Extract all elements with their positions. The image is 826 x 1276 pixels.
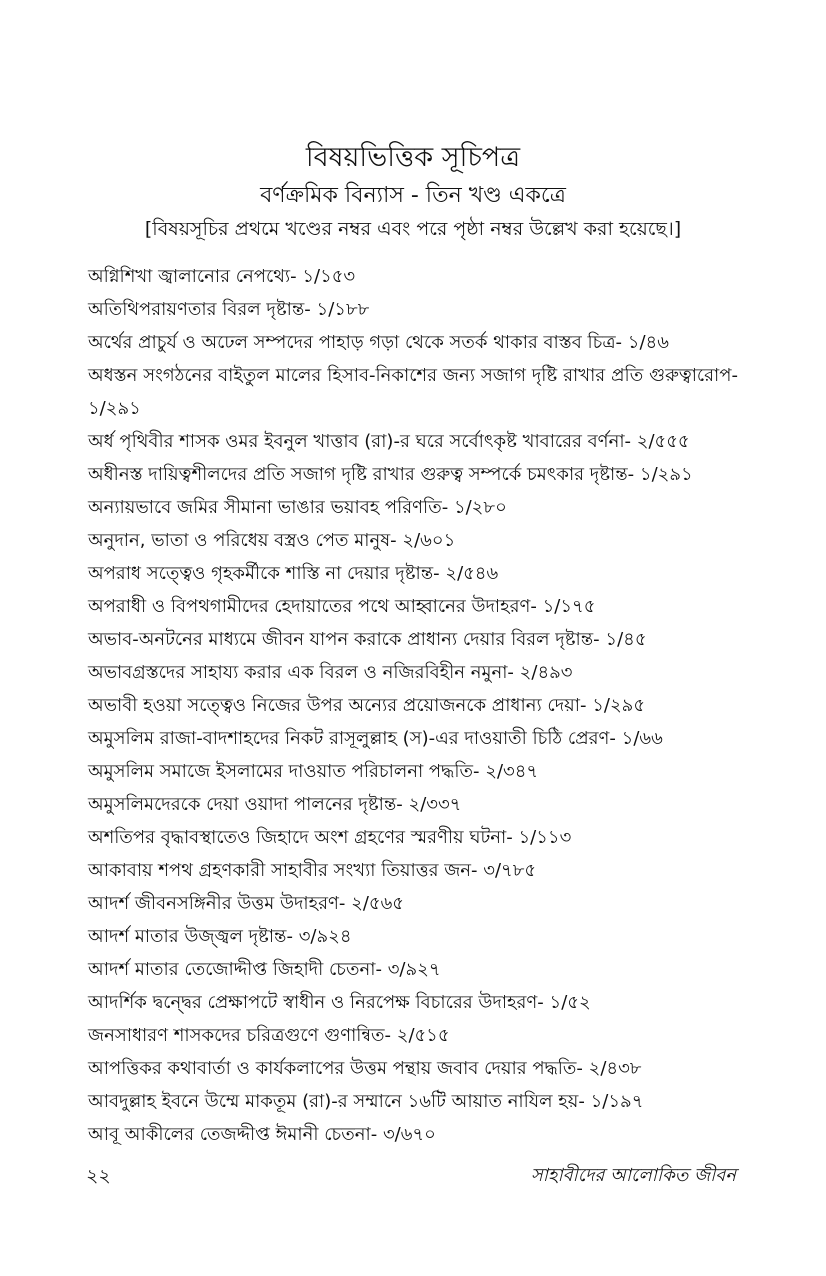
entry-reference: ১/১৯৭ [590, 1091, 644, 1112]
entry-reference: ২/৫৪৬ [445, 563, 499, 584]
entry-topic: আদর্শ মাতার উজ্জ্বল দৃষ্টান্ত- [88, 926, 293, 947]
index-entry [88, 788, 738, 821]
entry-topic: অভাবী হওয়া সত্ত্বেও নিজের উপর অন্যের প্রয়োজনকে প্রাধান্য দেয়া- [88, 695, 587, 716]
entry-reference: ১/১৮৮ [316, 299, 370, 320]
index-entry [88, 920, 738, 953]
entry-topic: আদর্শ জীবনসঙ্গিনীর উত্তম উদাহরণ- [88, 893, 346, 914]
entry-reference: ৩/৬৭০ [382, 1124, 436, 1145]
entry-topic: অন্যায়ভাবে জমির সীমানা ভাঙার ভয়াবহ পরিণতি- [88, 497, 449, 518]
index-entry [88, 821, 738, 854]
index-entry [88, 722, 738, 755]
index-entry [88, 260, 738, 293]
index-entry [88, 557, 738, 590]
entry-reference: ১/৫২ [549, 992, 591, 1013]
entry-topic: অপরাধী ও বিপথগামীদের হেদায়াতের পথে আহ্বানের উদাহরণ- [88, 596, 537, 617]
index-entry [88, 1052, 738, 1085]
entry-reference: ২/৫৬৫ [351, 893, 404, 914]
entry-reference: ২/৫৫৫ [636, 431, 690, 452]
entry-topic: অধস্তন সংগঠনের বাইতুল মালের হিসাব-নিকাশের জন্য সজাগ দৃষ্টি রাখার প্রতি গুরুত্বারোপ- [88, 365, 738, 386]
index-note: [বিষয়সূচির প্রথমে খণ্ডের নম্বর এবং পরে পৃষ্ঠা নম্বর উল্লেখ করা হয়েছে।] [144, 218, 682, 240]
entry-topic: জনসাধারণ শাসকদের চরিত্রগুণে গুণান্বিত- [88, 1025, 391, 1046]
entry-reference: ১/১৭৫ [542, 596, 596, 617]
entry-topic: আদর্শিক দ্বন্দ্বের প্রেক্ষাপটে স্বাধীন ও নিরপেক্ষ বিচারের উদাহরণ- [88, 992, 544, 1013]
entry-reference: ৩/৯২৪ [298, 926, 352, 947]
subject-index-list [88, 260, 738, 1151]
entry-reference: ২/৪৯৩ [519, 662, 573, 683]
entry-topic: অনুদান, ভাতা ও পরিধেয় বস্ত্রও পেত মানুষ- [88, 530, 397, 551]
index-entry [88, 458, 738, 491]
index-entry [88, 491, 738, 524]
entry-topic: আপত্তিকর কথাবার্তা ও কার্যকলাপের উত্তম পন্থায় জবাব দেয়ার পদ্ধতি- [88, 1058, 583, 1079]
entry-topic: অমুসলিম রাজা-বাদশাহদের নিকট রাসূলুল্লাহ (স)-এর দাওয়াতী চিঠি প্রেরণ- [88, 728, 616, 749]
entry-topic: অর্ধ পৃথিবীর শাসক ওমর ইবনুল খাত্তাব (রা)-র ঘরে সর্বোৎকৃষ্ট খাবারের বর্ণনা- [88, 431, 632, 452]
entry-reference: ১/১৫৩ [302, 266, 356, 287]
index-entry [88, 524, 738, 557]
entry-topic: অমুসলিমদেরকে দেয়া ওয়াদা পালনের দৃষ্টান্ত- [88, 794, 403, 815]
entry-topic: অপরাধ সত্ত্বেও গৃহকর্মীকে শাস্তি না দেয়ার দৃষ্টান্ত- [88, 563, 440, 584]
entry-topic: অশতিপর বৃদ্ধাবস্থাতেও জিহাদে অংশ গ্রহণের স্মরণীয় ঘটনা- [88, 827, 513, 848]
index-entry [88, 1019, 738, 1052]
index-entry [88, 689, 738, 722]
index-entry [88, 623, 738, 656]
entry-reference: ৩/৯২৭ [387, 959, 441, 980]
entry-topic: অতিথিপরায়ণতার বিরল দৃষ্টান্ত- [88, 299, 311, 320]
entry-reference: ২/৬০১ [402, 530, 456, 551]
index-entry [88, 326, 738, 359]
index-entry [88, 425, 738, 458]
entry-reference: ২/৪৩৮ [588, 1058, 642, 1079]
index-entry [88, 887, 738, 920]
index-entry [88, 953, 738, 986]
entry-reference: ২/৩৪৭ [485, 761, 539, 782]
entry-topic: অগ্নিশিখা জ্বালানোর নেপথ্যে- [88, 266, 297, 287]
entry-reference: ২/৩৩৭ [408, 794, 462, 815]
entry-reference: ৩/৭৮৫ [483, 860, 537, 881]
entry-topic: অধীনস্ত দায়িত্বশীলদের প্রতি সজাগ দৃষ্টি রাখার গুরুত্ব সম্পর্কে চমৎকার দৃষ্টান্ত- [88, 464, 635, 485]
entry-topic: অর্থের প্রাচুর্য ও অঢেল সম্পদের পাহাড় গড়া থেকে সতর্ক থাকার বাস্তব চিত্র- [88, 332, 623, 353]
page-subtitle: বর্ণক্রমিক বিন্যাস - তিন খণ্ড একত্রে [260, 183, 566, 208]
index-entry [88, 590, 738, 623]
index-entry [88, 986, 738, 1019]
entry-topic: আকাবায় শপথ গ্রহণকারী সাহাবীর সংখ্যা তিয়াত্তর জন- [88, 860, 478, 881]
entry-reference: ২/৫১৫ [396, 1025, 450, 1046]
entry-topic: অভাব-অনটনের মাধ্যমে জীবন যাপন করাকে প্রাধান্য দেয়ার বিরল দৃষ্টান্ত- [88, 629, 600, 650]
entry-topic: আবদুল্লাহ ইবনে উম্মে মাকতূম (রা)-র সম্মানে ১৬টি আয়াত নাযিল হয়- [88, 1091, 585, 1112]
running-footer-book-title: সাহাবীদের আলোকিত জীবন [530, 1165, 736, 1186]
entry-topic: অভাবগ্রস্তদের সাহায্য করার এক বিরল ও নজিরবিহীন নমুনা- [88, 662, 514, 683]
entry-topic: আদর্শ মাতার তেজোদ্দীপ্ত জিহাদী চেতনা- [88, 959, 382, 980]
index-entry [88, 1118, 738, 1151]
page-number: ২২ [86, 1165, 111, 1187]
entry-reference: ১/৬৬ [621, 728, 663, 749]
index-entry [88, 755, 738, 788]
entry-reference: ১/২৯১ [88, 398, 141, 419]
index-entry [88, 854, 738, 887]
entry-reference: ১/৪৬ [627, 332, 669, 353]
entry-reference: ১/৪৫ [605, 629, 647, 650]
index-entry [88, 293, 738, 326]
entry-reference: ১/২৯১ [639, 464, 693, 485]
page-title: বিষয়ভিত্তিক সূচিপত্র [305, 142, 521, 173]
entry-reference: ১/২৮০ [453, 497, 507, 518]
entry-topic: অমুসলিম সমাজে ইসলামের দাওয়াত পরিচালনা পদ্ধতি- [88, 761, 480, 782]
entry-reference: ১/১১৩ [518, 827, 572, 848]
index-entry [88, 656, 738, 689]
entry-reference: ১/২৯৫ [592, 695, 646, 716]
index-entry [88, 359, 738, 425]
index-entry [88, 1085, 738, 1118]
entry-topic: আবূ আকীলের তেজদ্দীপ্ত ঈমানী চেতনা- [88, 1124, 378, 1145]
